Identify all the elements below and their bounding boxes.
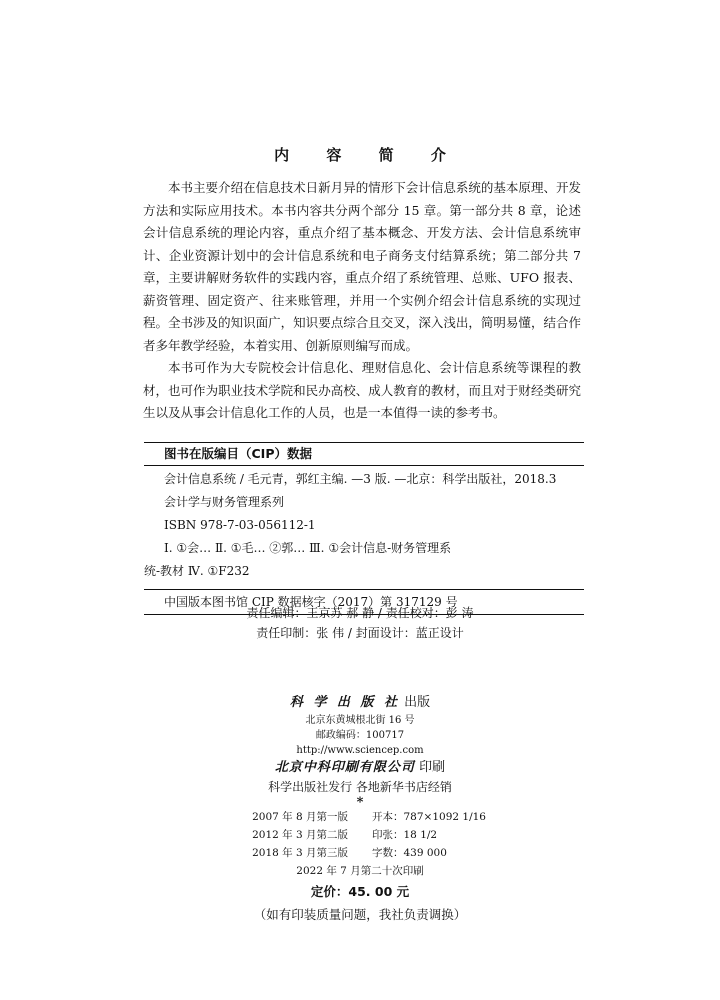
cip-check-number: 中国版本图书馆 CIP 数据核字（2017）第 317129 号 <box>164 595 458 609</box>
staff-line-1: 责任编辑：王京苏 郝 静 / 责任校对：彭 涛 <box>246 606 474 620</box>
edition-row: 2012 年 3 月第二版 印张：18 1/2 <box>252 829 438 841</box>
cip-classification-2: 统-教材 Ⅳ. ①F232 <box>144 564 250 578</box>
publisher-url: http://www.sciencep.com <box>296 745 424 756</box>
publisher-address: 北京东黄城根北街 16 号 <box>305 715 415 726</box>
cip-title-line: 会计信息系统 / 毛元青，郭红主编. —3 版. —北京：科学出版社，2018.3 <box>164 472 557 486</box>
intro-paragraph-2: 本书可作为大专院校会计信息化、理财信息化、会计信息系统等课程的教材，也可作为职业技术学院和民办高校、成人教育的教材，而且对于财经类研究生以及从事会计信息化工作的人员，也是一本值得一读的参考书。 <box>143 360 581 420</box>
publisher-postcode: 邮政编码：100717 <box>315 730 405 741</box>
price: 定价：45. 00 元 <box>310 884 410 899</box>
publisher-name: 科 学 出 版 社 <box>289 695 400 710</box>
cip-isbn: ISBN 978-7-03-056112-1 <box>164 518 316 532</box>
publisher-role: 出版 <box>404 695 431 710</box>
intro-paragraph-1: 本书主要介绍在信息技术日新月异的情形下会计信息系统的基本原理、开发方法和实际应用技术。本书内容共分两个部分 15 章。第一部分共 8 章，论述会计信息系统的理论内容，重点介绍了基本概念、开发方法、会计信息系统审计、企业资源计划中的会计信息系统和电子商务支付结算系统；第二部分共 7 章，主要讲解财务软件的实践内容，重点介绍了系统管理、总账、UFO 报表、薪资管理、固定资产、往来账管理，并用一个实例介绍会计信息系统的实现过程。全书涉及的知识面广，知识要点综合且交叉，深入浅出，简明易懂，结合作者多年教学经验，本着实用、创新原则编写而成。 <box>143 180 581 353</box>
intro-section <box>143 177 581 425</box>
edition-row: 2018 年 3 月第三版 字数：439 000 <box>252 847 447 859</box>
page-title: 内 容 简 介 <box>274 146 462 164</box>
publisher-line <box>0 693 720 713</box>
distribution-line: 科学出版社发行 各地新华书店经销 <box>268 780 452 794</box>
cip-series: 会计学与财务管理系列 <box>164 495 285 509</box>
cip-heading: 图书在版编目（CIP）数据 <box>164 446 312 461</box>
print-run: 2022 年 7 月第二十次印刷 <box>296 865 424 877</box>
printer-role: 印刷 <box>419 760 446 775</box>
separator-star: * <box>356 795 364 810</box>
staff-line-2: 责任印制：张 伟 / 封面设计：蓝正设计 <box>256 626 464 640</box>
printer-line <box>0 758 720 778</box>
printer-name: 北京中科印刷有限公司 <box>274 760 415 775</box>
quality-notice: （如有印装质量问题，我社负责调换） <box>253 907 467 922</box>
edition-row: 2007 年 8 月第一版 开本：787×1092 1/16 <box>252 811 486 823</box>
cip-classification-1: Ⅰ. ①会… Ⅱ. ①毛… ②郭… Ⅲ. ①会计信息-财务管理系 <box>164 541 452 555</box>
publisher-block <box>0 693 720 926</box>
cip-block <box>144 442 584 615</box>
